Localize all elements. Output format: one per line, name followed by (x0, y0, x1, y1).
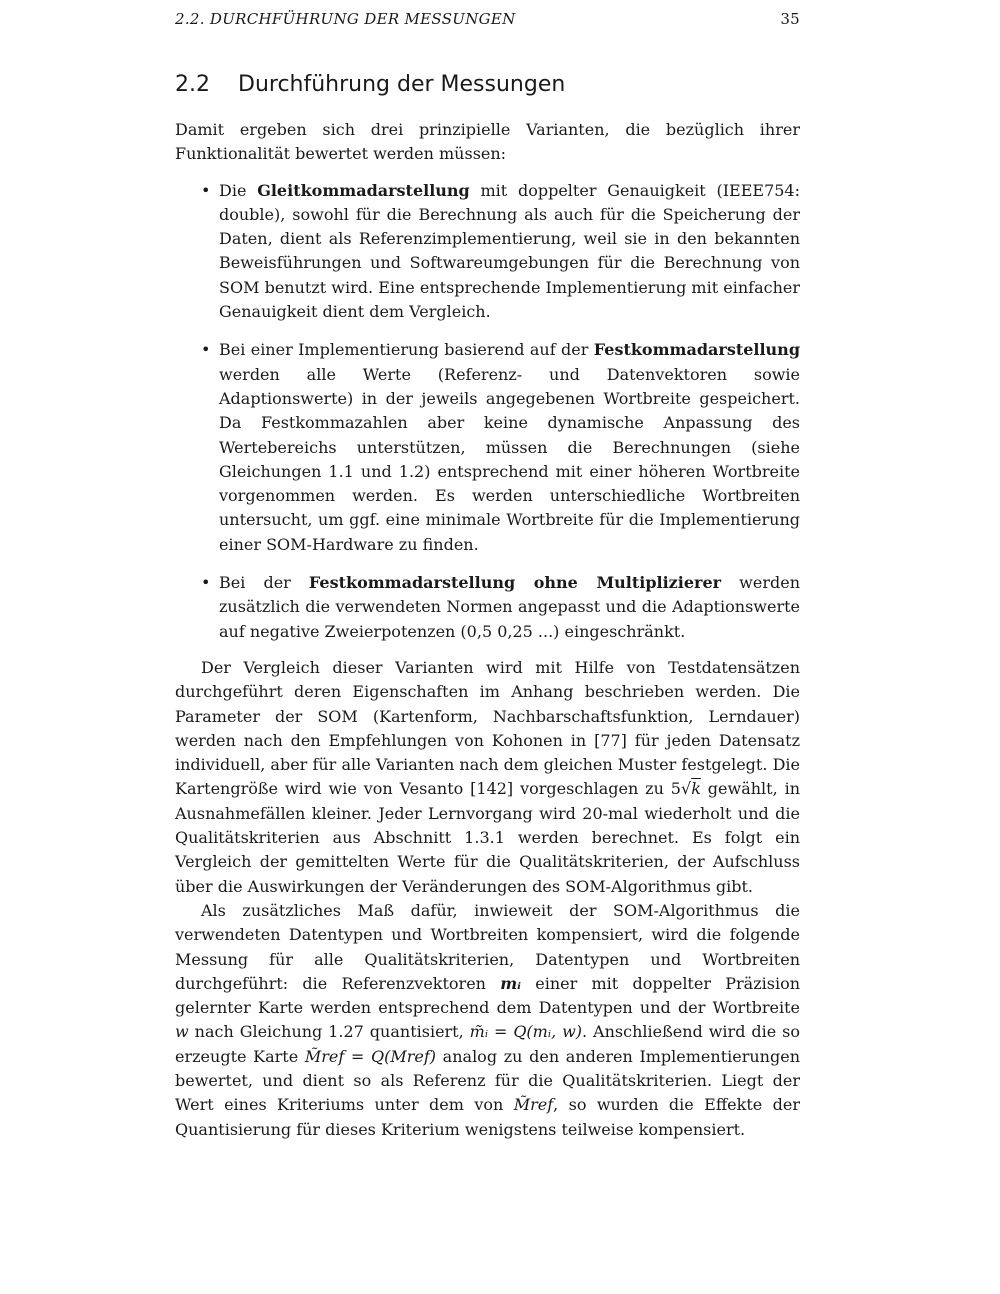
sqrt-symbol: √ (680, 779, 692, 799)
paragraph-text: Der Vergleich dieser Varianten wird mit Hilfe von Testdatensätzen durchgeführt deren Eigenschaften im Anhang beschrieben werden. Die Parameter der SOM (Kartenform, Nachbarschaftsfunktion, Lerndauer) werden nach den Empfehlungen von Kohonen in [77] für jeden Datensatz individuell, aber für alle Varianten nach dem gleichen Muster festgelegt. Die Kartengröße wird wie von Vesanto [142] vorgeschlagen zu 5 (175, 657, 800, 799)
body-text (175, 118, 800, 1142)
item-text: Bei der (219, 573, 309, 593)
running-title: 2.2. DURCHFÜHRUNG DER MESSUNGEN (175, 10, 516, 28)
section-title: Durchführung der Messungen (238, 72, 566, 97)
math-equation: m̃ᵢ = Q(mᵢ, w) (469, 1022, 583, 1042)
paragraph-comparison (175, 656, 800, 899)
bullet-icon: • (201, 573, 211, 593)
list-item (175, 571, 800, 644)
list-item (175, 338, 800, 557)
section-heading (175, 72, 565, 97)
paragraph-quantization (175, 899, 800, 1142)
page-number: 35 (780, 10, 800, 28)
item-term: Gleitkommadarstellung (257, 180, 470, 200)
item-text: werden zusätzlich die verwendeten Normen angepasst und die Adaptionswerte auf negative Zweierpotenzen (0,5 0,25 ...) eingeschränkt. (219, 573, 800, 641)
list-item (175, 179, 800, 325)
paragraph-text: , so wurden die Effekte der Quantisierung für dieses Kriterium wenigstens teilweise kompensiert. (175, 1095, 801, 1139)
item-text: werden alle Werte (Referenz- und Datenvektoren sowie Adaptionswerte) in der jeweils angegebenen Wortbreite gespeichert. Da Festkommazahlen aber keine dynamische Anpassung des Wertebereichs unterstützen, müssen die Berechnungen (siehe Gleichungen 1.1 und 1.2) entsprechend mit einer höheren Wortbreite vorgenommen werden. Es werden unterschiedliche Wortbreiten untersucht, um ggf. eine minimale Wortbreite für die Implementierung einer SOM-Hardware zu finden. (219, 364, 800, 554)
paragraph-text: nach Gleichung 1.27 quantisiert, (188, 1022, 470, 1042)
paragraph-text: einer mit doppelter Präzision gelernter Karte werden entsprechend dem Datentypen und der Wortbreite (175, 973, 800, 1018)
math-variable: w (175, 1022, 189, 1042)
intro-paragraph: Damit ergeben sich drei prinzipielle Varianten, die bezüglich ihrer Funktionalität bewertet werden müssen: (175, 120, 800, 164)
bullet-icon: • (201, 180, 211, 200)
paragraph-text: Als zusätzliches Maß dafür, inwieweit der SOM-Algorithmus die verwendeten Datentypen und Wortbreiten kompensiert, wird die folgende Messung für alle Qualitätskriterien, Datentypen und Wortbreiten durchgeführt: die Referenzvektoren (175, 900, 800, 993)
item-text: Bei einer Implementierung basierend auf der (219, 340, 594, 360)
running-head (175, 10, 800, 28)
paragraph-text: gewählt, in Ausnahmefällen kleiner. Jeder Lernvorgang wird 20-mal wiederholt und die Qualitätskriterien aus Abschnitt 1.3.1 werden berechnet. Es folgt ein Vergleich der gemittelten Werte für die Qualitätskriterien, der Aufschluss über die Auswirkungen der Veränderungen des SOM-Algorithmus gibt. (175, 779, 800, 896)
math-equation: M̃ref (513, 1095, 554, 1115)
item-text: Die (219, 180, 258, 200)
item-term: Festkommadarstellung ohne Multiplizierer (308, 573, 722, 593)
paragraph-text: analog zu den anderen Implementierungen bewertet, und dient so als Referenz für die Qualitätskriterien. Liegt der Wert eines Kriteriums unter dem von (175, 1046, 800, 1115)
math-equation: M̃ref = Q(Mref) (304, 1046, 437, 1066)
section-number: 2.2 (175, 72, 210, 97)
item-text: mit doppelter Genauigkeit (IEEE754: double), sowohl für die Berechnung als auch für die Speicherung der Daten, dient als Referenzimplementierung, weil sie in den bekannten Beweisführungen und Softwareumgebungen für die Berechnung von SOM benutzt wird. Eine entsprechende Implementierung mit einfacher Genauigkeit dient dem Vergleich. (219, 180, 801, 322)
bullet-icon: • (201, 340, 211, 360)
paragraph-text: . Anschließend wird die so erzeugte Karte (175, 1022, 800, 1066)
variant-list (175, 179, 800, 644)
math-variable: k (691, 779, 701, 799)
math-variable: mᵢ (500, 973, 521, 993)
item-term: Festkommadarstellung (593, 340, 800, 360)
